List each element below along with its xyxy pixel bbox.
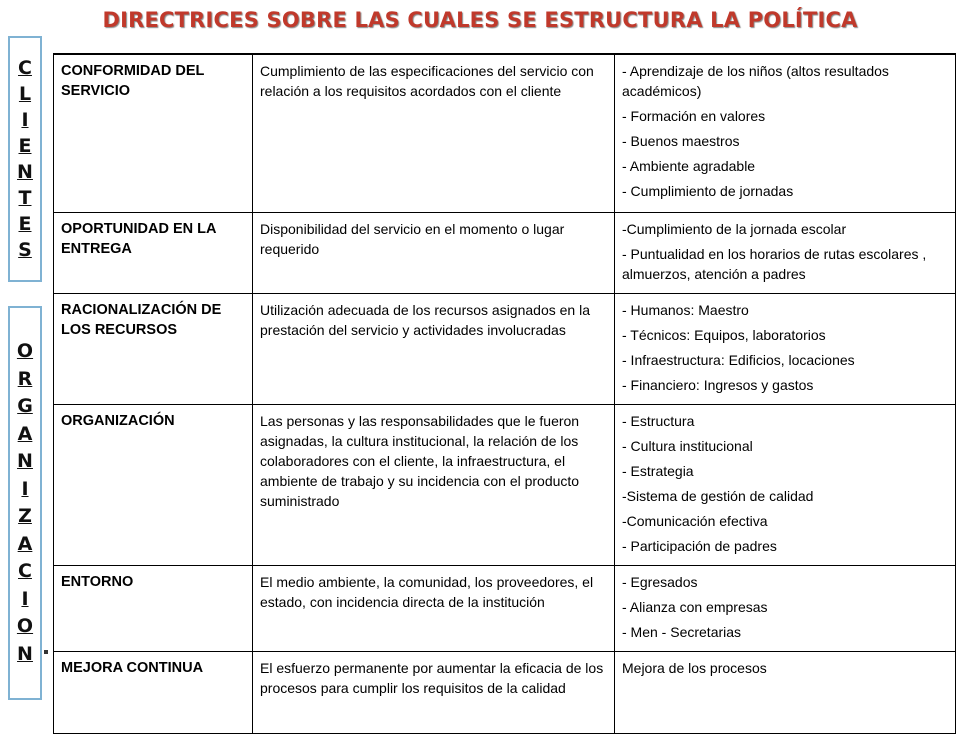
list-item: - Formación en valores — [622, 108, 766, 124]
side-label-clientes-text: C L I E N T E S — [17, 57, 33, 261]
list-item: - Egresados — [622, 573, 698, 590]
list-item: - Cumplimiento de jornadas — [622, 183, 794, 199]
table-row — [54, 651, 956, 733]
directriz-cell: ORGANIZACIÓN — [54, 404, 253, 565]
directriz-cell: RACIONALIZACIÓN DE LOS RECURSOS — [54, 293, 253, 404]
table-row — [54, 212, 956, 293]
directriz-cell: MEJORA CONTINUA — [54, 651, 253, 733]
items-cell — [615, 293, 956, 404]
descripcion-cell: Disponibilidad del servicio en el momento o lugar requerido — [253, 212, 615, 293]
list-item: - Estructura — [622, 412, 695, 429]
list-item: - Técnicos: Equipos, laboratorios — [622, 326, 826, 343]
directriz-cell: CONFORMIDAD DEL SERVICIO — [54, 54, 253, 212]
list-item: - Men - Secretarias — [622, 623, 742, 640]
decorative-dot — [44, 650, 48, 654]
items-cell — [615, 565, 956, 651]
list-item: -Sistema de gestión de calidad — [622, 487, 814, 504]
list-item: - Ambiente agradable — [622, 158, 756, 174]
list-item: -Cumplimiento de la jornada escolar — [622, 220, 847, 237]
directriz-cell: ENTORNO — [54, 565, 253, 651]
directriz-cell: OPORTUNIDAD EN LA ENTREGA — [54, 212, 253, 293]
items-cell — [615, 54, 956, 212]
list-item: Mejora de los procesos — [622, 659, 767, 676]
list-item: - Infraestructura: Edificios, locaciones — [622, 351, 855, 368]
side-label-organizacion — [8, 306, 42, 700]
items-cell — [615, 212, 956, 293]
list-item: - Financiero: Ingresos y gastos — [622, 376, 814, 393]
list-item: -Comunicación efectiva — [622, 512, 768, 529]
list-item: - Cultura institucional — [622, 437, 753, 454]
page-title: DIRECTRICES SOBRE LAS CUALES SE ESTRUCTURA LA POLÍTICA — [102, 8, 858, 32]
list-item: - Humanos: Maestro — [622, 301, 749, 318]
table-row — [54, 54, 956, 212]
table-row — [54, 293, 956, 404]
table-row — [54, 404, 956, 565]
directrices-table — [53, 53, 956, 734]
descripcion-cell: El medio ambiente, la comunidad, los proveedores, el estado, con incidencia directa de la institución — [253, 565, 615, 651]
side-label-organizacion-text: O R G A N I Z A C I O N — [16, 340, 34, 665]
list-item: - Puntualidad en los horarios de rutas escolares , almuerzos, atención a padres — [622, 245, 927, 282]
descripcion-cell: Utilización adecuada de los recursos asignados en la prestación del servicio y actividades involucradas — [253, 293, 615, 404]
descripcion-cell: El esfuerzo permanente por aumentar la eficacia de los procesos para cumplir los requisitos de la calidad — [253, 651, 615, 733]
side-label-clientes — [8, 36, 42, 282]
list-item: - Participación de padres — [622, 537, 777, 554]
descripcion-cell: Las personas y las responsabilidades que le fueron asignadas, la cultura institucional, la relación de los colaboradores con el cliente, la infraestructura, el ambiente de trabajo y su incidencia con el producto suministrado — [253, 404, 615, 565]
list-item: - Aprendizaje de los niños (altos resultados académicos) — [622, 63, 889, 99]
descripcion-cell: Cumplimiento de las especificaciones del servicio con relación a los requisitos acordados con el cliente — [253, 54, 615, 212]
list-item: - Buenos maestros — [622, 133, 740, 149]
table-row — [54, 565, 956, 651]
items-cell — [615, 404, 956, 565]
items-cell — [615, 651, 956, 733]
list-item: - Alianza con empresas — [622, 598, 768, 615]
list-item: - Estrategia — [622, 462, 694, 479]
